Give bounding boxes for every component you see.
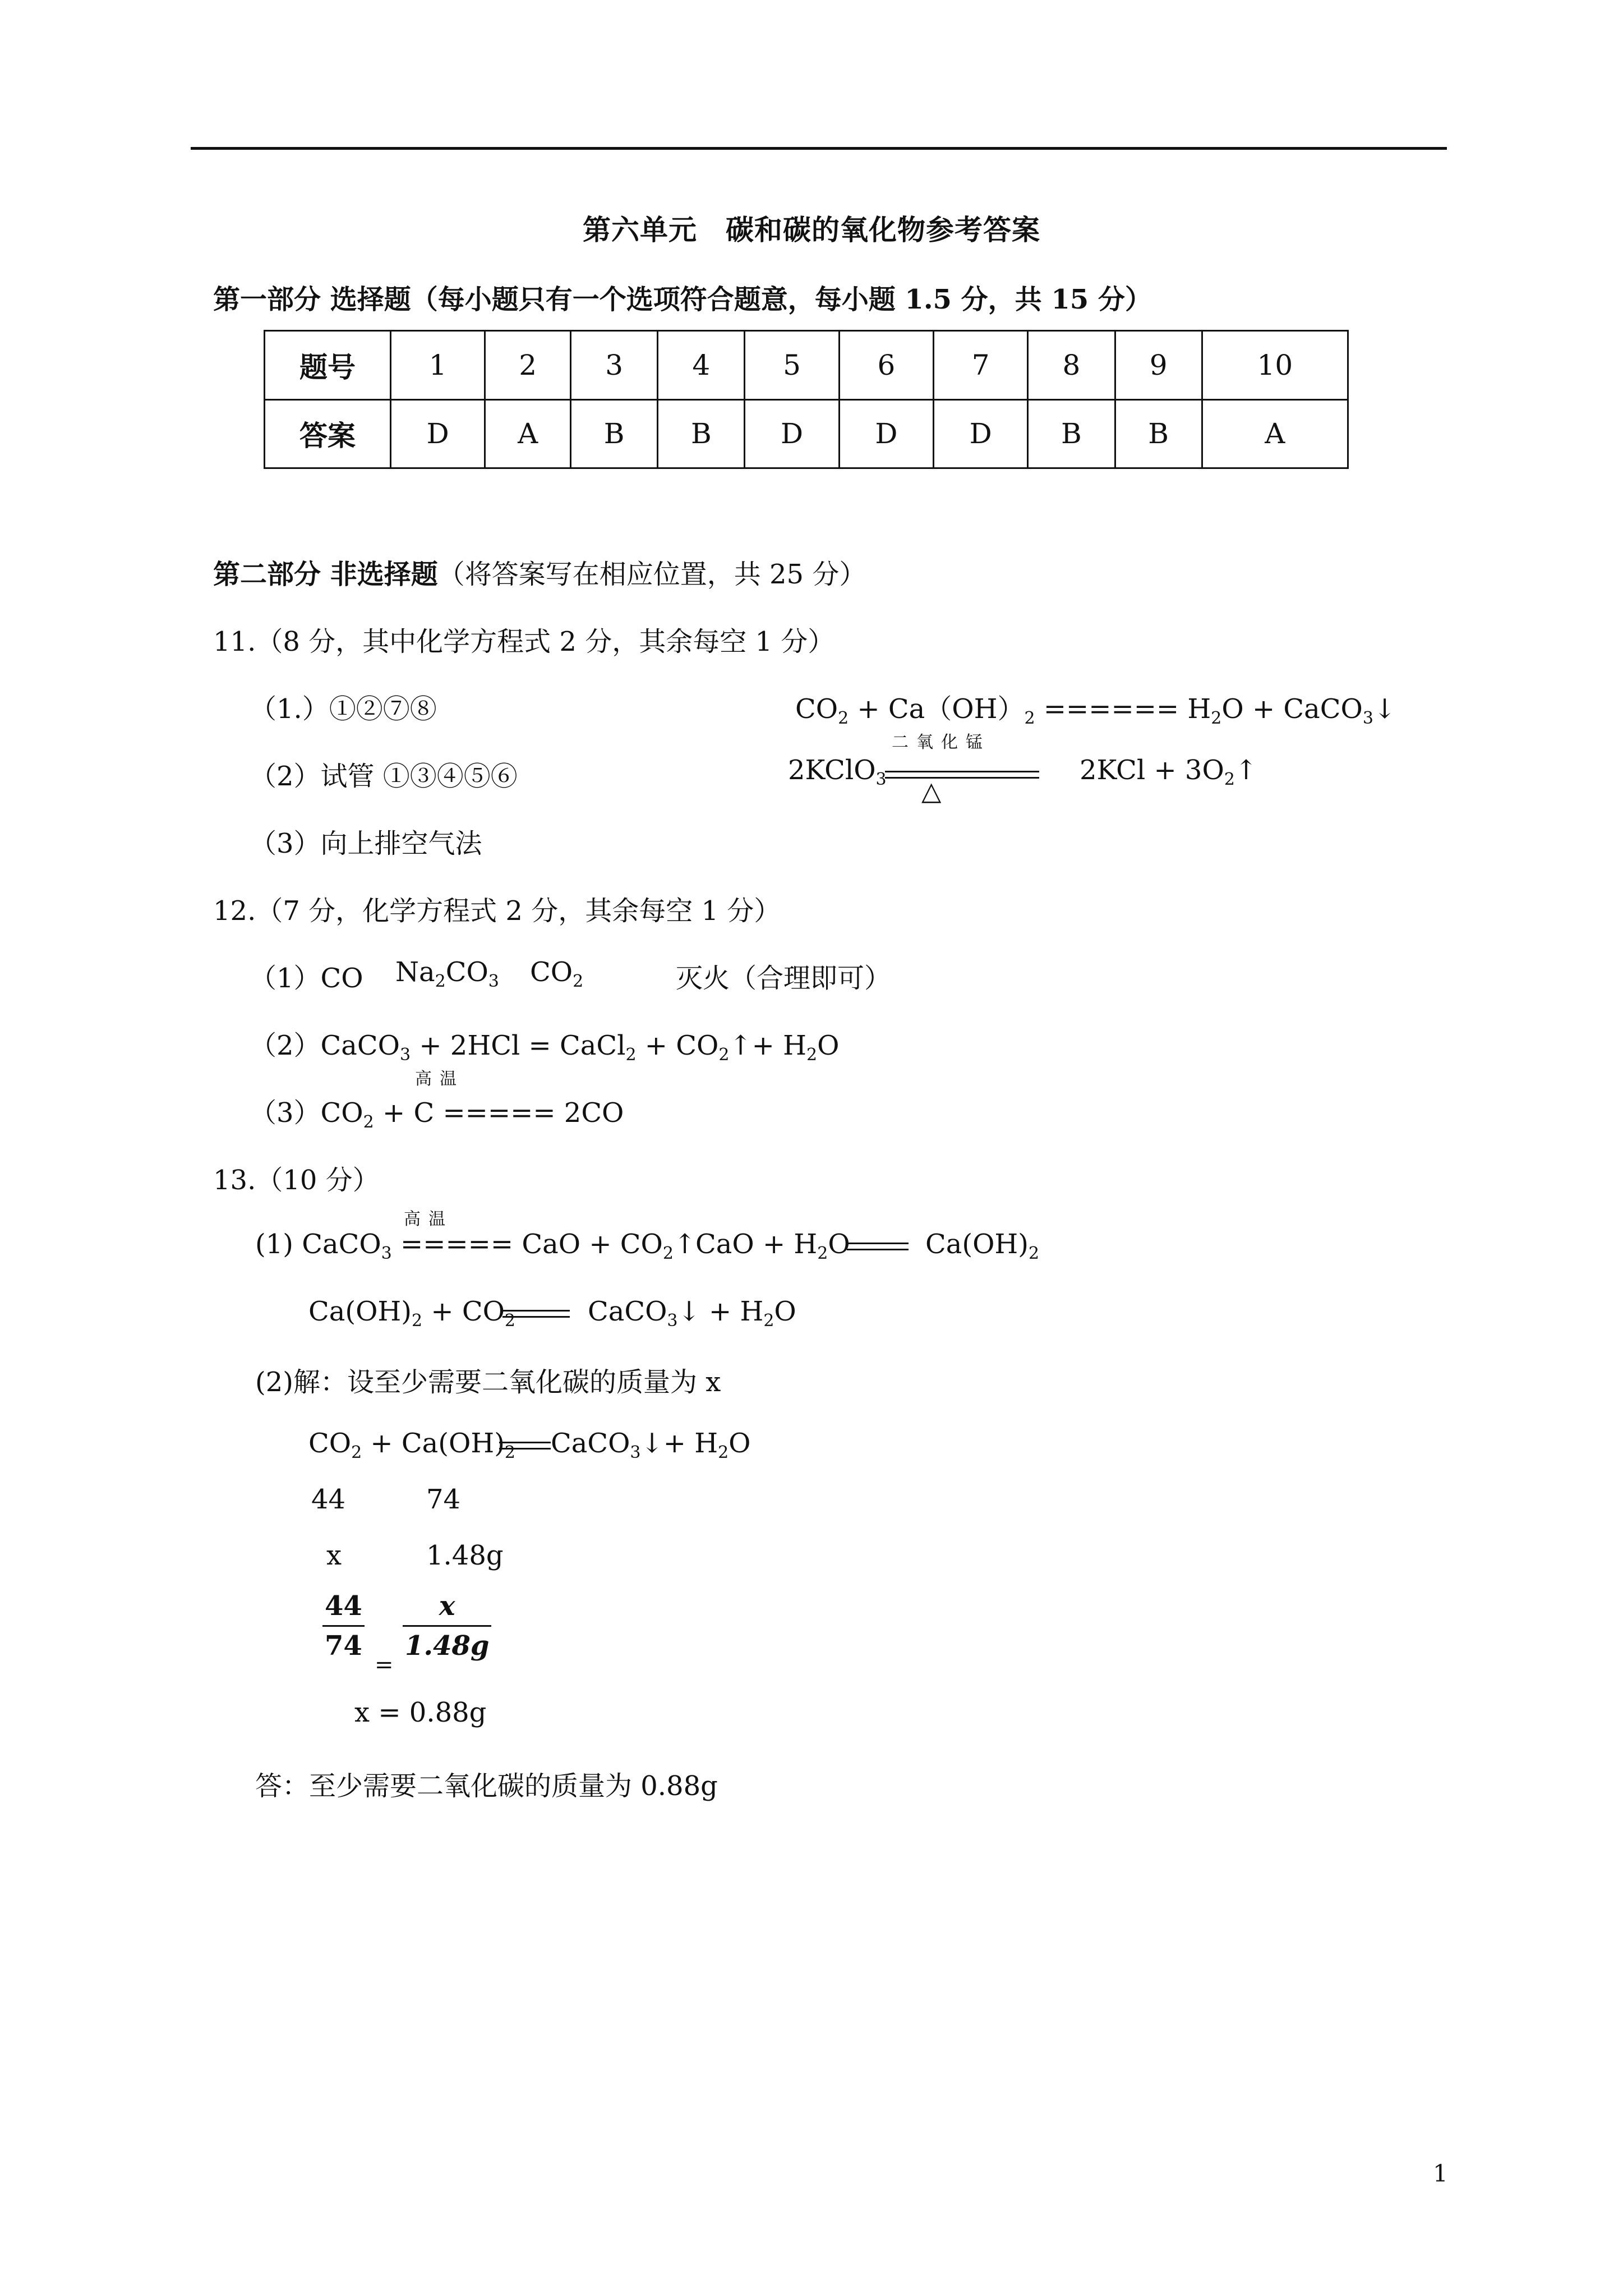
heating-triangle-icon: △ xyxy=(921,776,942,806)
q13-part1-eq2-left: CaO + $H_2O$ xyxy=(695,1228,850,1263)
q11-part1-equation: $CO_2 + Ca(OH)_2$ ====== $H_2O$ + CaCO$_3$↓ xyxy=(795,693,1396,728)
q12-part1-b: $Na_2CO_3$ xyxy=(395,956,499,991)
table-cell: 9 xyxy=(1115,331,1202,400)
q13-result: x = 0.88g xyxy=(354,1697,487,1728)
q13-part1-eq3-right: CaCO$_3$↓ + $H_2O$ xyxy=(588,1296,796,1331)
part2-heading xyxy=(213,553,866,591)
table-cell: B xyxy=(658,399,745,468)
q13-given-mass: 1.48g xyxy=(426,1540,504,1571)
q13-calc-eq-right: CaCO$_3$↓+ $H_2O$ xyxy=(551,1428,751,1462)
part2-heading-bold: 第二部分 非选择题 xyxy=(213,559,438,590)
q11-part2: （2）试管 ①③④⑤⑥ xyxy=(250,761,518,792)
table-cell: B xyxy=(571,399,658,468)
q13-final-answer: 答：至少需要二氧化碳的质量为 0.88g xyxy=(255,1770,718,1802)
q13-calc-eq-left: $CO_2 + Ca(OH)_2$ xyxy=(308,1428,516,1462)
table-cell: 10 xyxy=(1202,331,1348,400)
q13-header: 13.（10 分） xyxy=(213,1165,380,1196)
q13-mass-co2: 44 xyxy=(311,1484,346,1515)
page-number: 1 xyxy=(1433,2160,1448,2187)
table-cell: 7 xyxy=(934,331,1028,400)
q13-part2-intro: (2)解：设至少需要二氧化碳的质量为 x xyxy=(255,1366,721,1398)
q13-fraction-left xyxy=(322,1590,365,1662)
q13-fraction-equals: = xyxy=(375,1652,394,1678)
table-cell: 6 xyxy=(839,331,933,400)
table-header-question: 题号 xyxy=(265,331,391,400)
table-row-answers xyxy=(265,399,1348,468)
q13-eq3-equals-sign xyxy=(502,1310,570,1318)
q13-part1-eq1: (1) CaCO$_3$ ===== CaO + $CO_2↑$ xyxy=(255,1228,697,1263)
table-cell: D xyxy=(934,399,1028,468)
q11-part3: （3）向上排空气法 xyxy=(250,828,482,859)
top-rule xyxy=(191,147,1447,150)
q12-condition-high-temp: 高温 xyxy=(415,1069,464,1089)
answer-table xyxy=(264,330,1349,469)
table-cell: B xyxy=(1028,399,1115,468)
q12-part1-a: （1）CO xyxy=(250,963,363,994)
q12-part1-c: $CO_2$ xyxy=(530,956,584,991)
q12-part1-d: 灭火（合理即可） xyxy=(676,963,892,994)
q11-reaction-condition: 二氧化锰 xyxy=(892,733,990,752)
table-cell: 4 xyxy=(658,331,745,400)
table-header-answer: 答案 xyxy=(265,399,391,468)
fraction-numerator: 44 xyxy=(325,1590,362,1622)
table-cell: 8 xyxy=(1028,331,1115,400)
q11-part2-eq-left: 2KClO$_3$ xyxy=(788,754,887,789)
table-cell: 5 xyxy=(745,331,839,400)
part1-heading: 第一部分 选择题（每小题只有一个选项符合题意，每小题 1.5 分，共 15 分） xyxy=(213,284,1152,315)
fraction-numerator: x xyxy=(439,1590,455,1622)
part2-heading-rest: （将答案写在相应位置，共 25 分） xyxy=(437,559,866,590)
q13-eq2-equals-sign xyxy=(847,1243,909,1250)
q13-mass-caoh2: 74 xyxy=(426,1484,461,1515)
page-title: 第六单元 碳和碳的氧化物参考答案 xyxy=(583,213,1040,246)
q11-header: 11.（8 分，其中化学方程式 2 分，其余每空 1 分） xyxy=(213,626,835,657)
table-cell: D xyxy=(745,399,839,468)
table-cell: A xyxy=(1202,399,1348,468)
q13-calc-equals-sign xyxy=(499,1442,551,1450)
q13-condition-high-temp: 高温 xyxy=(404,1209,453,1229)
q12-part2-equation: （2）CaCO$_3$ + 2HCl = CaCl$_2$ + $CO_2↑+ H_2O$ xyxy=(250,1030,840,1065)
q13-part1-eq3-left: $Ca(OH)_2 + CO_2$ xyxy=(308,1296,516,1331)
q13-fraction-right xyxy=(403,1590,491,1662)
q13-unknown-x: x xyxy=(326,1540,342,1571)
q11-equals-sign xyxy=(885,771,1039,779)
fraction-denominator: 74 xyxy=(322,1625,365,1662)
q12-header: 12.（7 分，化学方程式 2 分，其余每空 1 分） xyxy=(213,895,781,927)
table-row-questions xyxy=(265,331,1348,400)
table-cell: D xyxy=(391,399,485,468)
table-cell: B xyxy=(1115,399,1202,468)
table-cell: 3 xyxy=(571,331,658,400)
table-cell: D xyxy=(839,399,933,468)
q11-part2-eq-right: $2KCl + 3O_2↑$ xyxy=(1080,754,1258,789)
table-cell: A xyxy=(485,399,571,468)
table-cell: 1 xyxy=(391,331,485,400)
q11-part1: （1.）①②⑦⑧ xyxy=(250,693,437,725)
q12-part3-equation: $(3)CO_2 + C$ ===== 2CO xyxy=(250,1097,624,1132)
table-cell: 2 xyxy=(485,331,571,400)
fraction-denominator: 1.48g xyxy=(403,1625,491,1662)
q13-part1-eq2-right: $Ca(OH)_2$ xyxy=(925,1228,1040,1263)
